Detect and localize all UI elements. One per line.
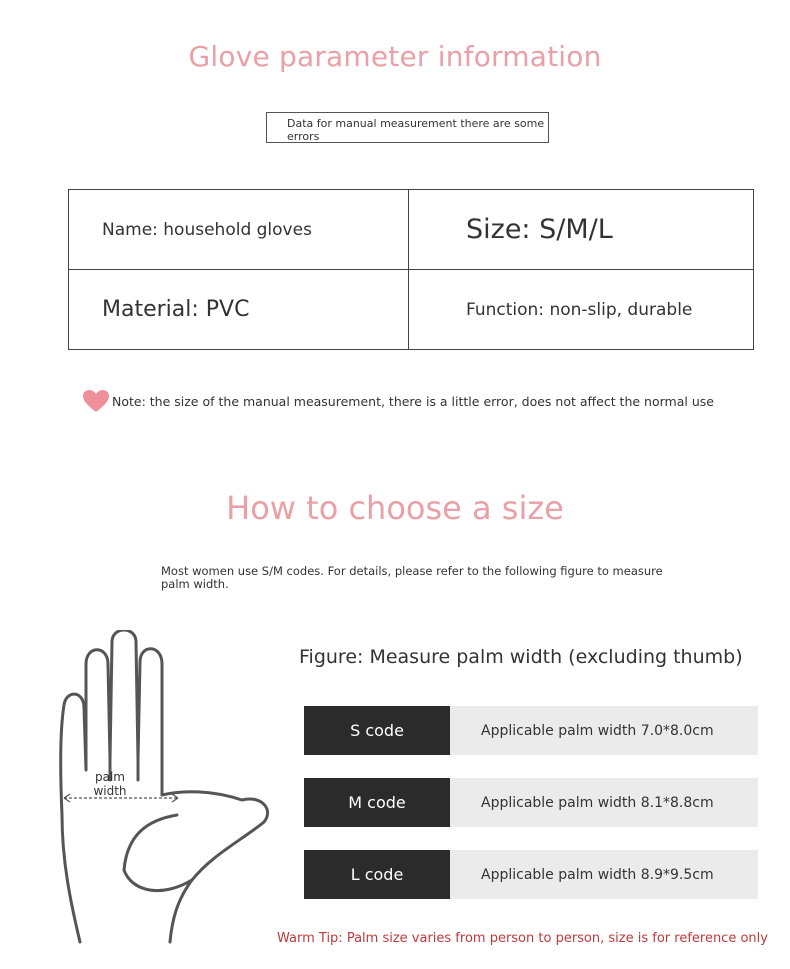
palm-label-line-1: palm bbox=[95, 770, 125, 784]
param-material: Material: PVC bbox=[69, 270, 409, 350]
section-title: How to choose a size bbox=[226, 489, 564, 527]
size-row-l bbox=[304, 850, 758, 899]
param-name: Name: household gloves bbox=[69, 190, 409, 270]
table-row bbox=[69, 190, 754, 270]
size-description: Most women use S/M codes. For details, please refer to the following figure to measure palm width. bbox=[161, 564, 663, 591]
page-title: Glove parameter information bbox=[188, 40, 602, 73]
palm-label-line-2: width bbox=[93, 784, 127, 798]
size-row-m bbox=[304, 778, 758, 827]
size-row-s bbox=[304, 706, 758, 755]
heart-icon bbox=[82, 389, 110, 413]
note-line bbox=[82, 389, 714, 413]
measurement-note-box: Data for manual measurement there are some errors bbox=[266, 112, 549, 143]
param-function: Function: non-slip, durable bbox=[409, 270, 754, 350]
size-code-desc: Applicable palm width 8.9*9.5cm bbox=[450, 850, 758, 899]
size-code-label: S code bbox=[304, 706, 450, 755]
note-text: Note: the size of the manual measurement, there is a little error, does not affect the normal use bbox=[112, 393, 714, 409]
size-code-desc: Applicable palm width 7.0*8.0cm bbox=[450, 706, 758, 755]
figure-title: Figure: Measure palm width (excluding thumb) bbox=[299, 646, 743, 668]
param-size: Size: S/M/L bbox=[409, 190, 754, 270]
warm-tip: Warm Tip: Palm size varies from person to person, size is for reference only bbox=[277, 931, 768, 946]
parameter-table bbox=[68, 189, 754, 350]
palm-width-label bbox=[86, 770, 134, 798]
size-code-label: L code bbox=[304, 850, 450, 899]
table-row bbox=[69, 270, 754, 350]
size-code-label: M code bbox=[304, 778, 450, 827]
size-code-desc: Applicable palm width 8.1*8.8cm bbox=[450, 778, 758, 827]
